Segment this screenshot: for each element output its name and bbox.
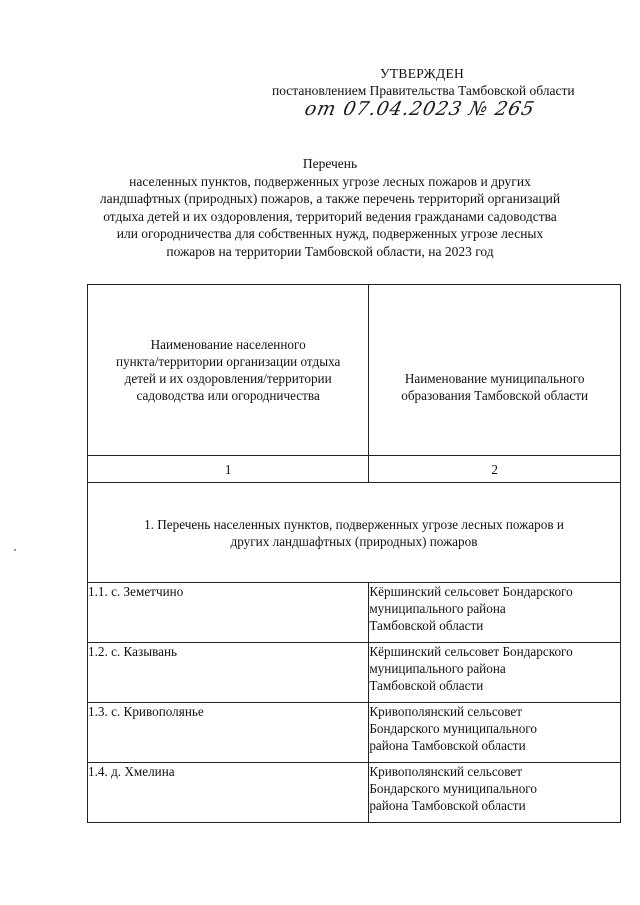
municipality-name — [369, 643, 621, 703]
muni-line: Кривополянский сельсовет — [369, 764, 523, 779]
header-text: садоводства или огородничества — [136, 388, 320, 403]
header-settlement — [88, 285, 369, 456]
table-header-row — [88, 285, 621, 456]
muni-line: Бондарского муниципального — [369, 781, 537, 796]
column-number: 1 — [88, 456, 369, 483]
header-text: Наименование муниципального — [404, 371, 585, 386]
handwritten-date-number — [302, 98, 605, 126]
muni-line: Тамбовской области — [369, 678, 484, 693]
municipality-name — [369, 703, 621, 763]
title-line: ландшафтных (природных) пожаров, а также перечень территорий организаций — [99, 191, 561, 206]
settlement-name: 1.2. с. Казывань — [88, 643, 369, 703]
section-text: других ландшафтных (природных) пожаров — [230, 533, 478, 549]
muni-line: Кривополянский сельсовет — [369, 704, 523, 719]
title-line: или огородничества для собственных нужд, подверженных угрозе лесных — [116, 226, 544, 241]
column-number: 2 — [369, 456, 621, 483]
table-row — [88, 643, 621, 703]
muni-line: района Тамбовской области — [369, 798, 526, 813]
settlement-name: 1.4. д. Хмелина — [88, 763, 369, 823]
header-municipality — [369, 285, 621, 456]
muni-line: Бондарского муниципального — [369, 721, 537, 736]
table-row — [88, 763, 621, 823]
handwritten-text: от 07.04.2023 № 265 — [302, 98, 537, 120]
header-text: пункта/территории организации отдыха — [115, 354, 341, 369]
title-line: пожаров на территории Тамбовской области, на 2023 год — [166, 243, 494, 259]
muni-line: муниципального района — [369, 601, 506, 616]
section-row — [88, 483, 621, 583]
approved-label: УТВЕРЖДЕН — [380, 66, 465, 81]
column-number-row — [88, 456, 621, 483]
municipality-name — [369, 763, 621, 823]
title-line: Перечень — [302, 156, 358, 171]
settlement-name: 1.3. с. Кривополянье — [88, 703, 369, 763]
settlements-table — [87, 284, 621, 823]
muni-line: Кёршинский сельсовет Бондарского — [369, 584, 573, 599]
settlement-name: 1.1. с. Земетчино — [88, 583, 369, 643]
title-line: отдыха детей и их оздоровления, территорий ведения гражданами садоводства — [103, 208, 557, 224]
decree-line: постановлением Правительства Тамбовской области — [272, 83, 575, 98]
header-text: образования Тамбовской области — [401, 388, 589, 403]
header-text: Наименование населенного — [150, 337, 306, 352]
scan-dot — [14, 549, 16, 551]
document-title — [60, 155, 600, 260]
title-line: населенных пунктов, подверженных угрозе лесных пожаров и других — [129, 173, 531, 189]
header-text: детей и их оздоровления/территории — [124, 371, 332, 386]
municipality-name — [369, 583, 621, 643]
section-title — [88, 483, 621, 583]
muni-line: района Тамбовской области — [369, 738, 526, 753]
table-row — [88, 583, 621, 643]
muni-line: муниципального района — [369, 661, 506, 676]
section-text: 1. Перечень населенных пунктов, подверженных угрозе лесных пожаров и — [144, 516, 564, 532]
muni-line: Тамбовской области — [369, 618, 484, 633]
table-row — [88, 703, 621, 763]
muni-line: Кёршинский сельсовет Бондарского — [369, 644, 573, 659]
